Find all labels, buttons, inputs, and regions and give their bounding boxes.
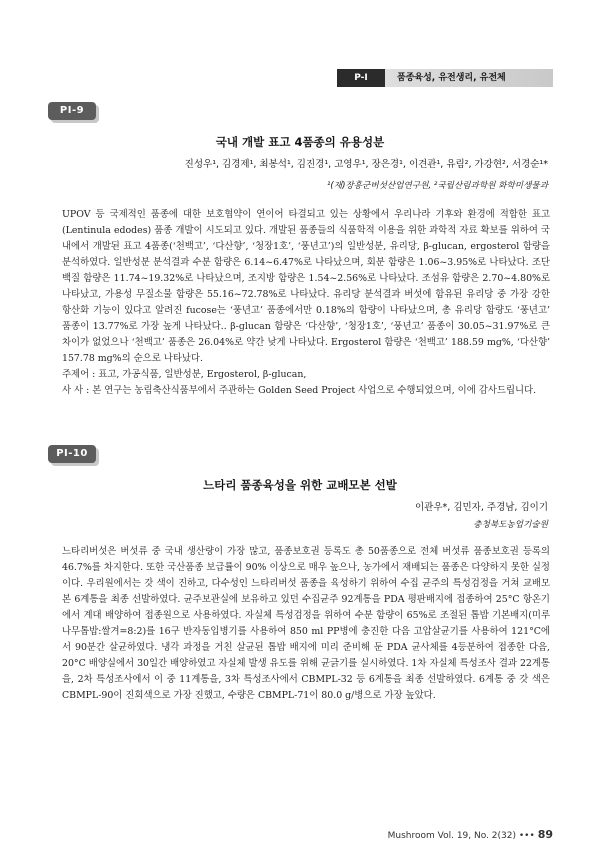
page-number: 89 <box>537 828 553 841</box>
abstract-title: 느타리 품종육성을 위한 교배모본 선발 <box>203 478 397 492</box>
abstract-affiliation: 충청북도농업기술원 <box>473 520 548 530</box>
abstract-paragraph: 느타리버섯은 버섯류 중 국내 생산량이 가장 많고, 품종보호권 등록도 총 50품종으로 전체 버섯류 품종보호권 등록의 46.7%를 차지한다. 또한 국산품종 보급률이 90% 이상으로 매우 높으나, 농가에서 재배되는 품종은 다양하지 못한 실정이다. 우리원에서는 갓 색이 진하고, 다수성인 느타리버섯 품종을 육성하기 위하여 수집 균주의 특성검정을 거쳐 교배모본 6계통을 최종 선발하였다. 균주보관실에 보유하고 있던 수집균주 92계통을 PDA 평판배지에 접종하여 25°C 항온기에서 계대 배양하여 접종원으로 사용하였다. 자실체 특성검정을 위하여 수분 함량이 65%로 조절된 톱밥 기본배지(미루나무톱밥:쌀겨=8:2)를 16구 반자동입병기를 사용하여 850 ml PP병에 충진한 다음 고압살균기를 사용하여 121°C에서 90분간 살균하였다. 냉각 과정을 거친 살균된 톱밥 배지에 미리 준비해 둔 PDA 균사체를 4등분하여 접종한 다음, 20°C 배양실에서 30일간 배양하였고 자실체 발생 유도를 위해 균긁기를 실시하였다. 1차 자실체 특성조사 결과 22계통을, 2차 특성조사에서 이 중 11계통을, 3차 특성조사에서 CBMPL-32 등 6계통을 최종 선발하였다. 6계통 중 갓 색은 CBMPL-90이 진회색으로 가장 진했고, 수량은 CBMPL-71이 80.0 g/병으로 가장 높았다. <box>62 546 550 701</box>
abstract-authors: 이관우*, 김민자, 주경남, 김이기 <box>415 502 548 513</box>
abstract-badge: PⅠ-10 <box>48 445 96 463</box>
abstract-keywords: 주제어 : 표고, 가공식품, 일반성분, Ergosterol, β-glucan, <box>62 369 307 380</box>
footer-dots: ••• <box>518 831 535 841</box>
section-code: P-Ⅰ <box>337 69 385 87</box>
abstract-title: 국내 개발 표고 4품종의 유용성분 <box>215 135 385 149</box>
abstract-acknowledgement: 사 사 : 본 연구는 농림축산식품부에서 주관하는 Golden Seed Project 사업으로 수행되었으며, 이에 감사드립니다. <box>62 385 537 396</box>
journal-citation: Mushroom Vol. 19, No. 2(32) <box>387 831 516 841</box>
abstract-paragraph: UPOV 등 국제적인 품종에 대한 보호협약이 연이어 타결되고 있는 상황에서 우리나라 기후와 환경에 적합한 표고(Lentinula edodes) 품종 개발이 시도되고 있다. 개발된 품종들의 식품학적 이용을 위한 과학적 자료 확보를 위하여 국내에서 개발된 표고 4품종(‘천백고’, ‘다산향’, ‘청장1호’, ‘풍년고’)의 일반성분, 유리당, β-glucan, ergosterol 함량을 분석하였다. 일반성분 분석결과 수분 함량은 6.14~6.47%로 나타났으며, 회분 함량은 1.06~3.95%로 나타났다. 조단백질 함량은 11.74~19.32%로 나타났으며, 조지방 함량은 1.54~2.56%로 나타났다. 조섬유 함량은 2.70~4.80%로 나타났고, 가용성 무질소물 함량은 55.16~72.78%로 나타났다. 유리당 분석결과 버섯에 함유된 유리당 중 가장 강한 항산화 기능이 있다고 알려진 fucose는 ‘풍년고’ 품종에서만 0.18%의 함량이 나타났으며, 총 유리당 함량도 ‘풍년고’ 품종이 13.77%로 가장 높게 나타났다.. β-glucan 함량은 ‘다산향’, ‘청장1호’, ‘풍년고’ 품종이 30.05~31.97%로 큰 차이가 없었으나 ‘천백고’ 품종은 26.04%로 약간 낮게 나타났다. Ergosterol 함량은 ‘천백고’ 188.59 mg%, ‘다산향’ 157.78 mg%의 순으로 나타났다. <box>62 209 550 364</box>
abstract-authors: 진성우¹, 김경제¹, 최봉석¹, 김진경¹, 고영우¹, 장은경¹, 이견관¹, 유림², 가강현², 서경순¹* <box>184 159 548 170</box>
abstract-affiliation: ¹(재)장흥군버섯산업연구원, ²국립산림과학원 화학미생물과 <box>326 181 548 191</box>
page-footer <box>0 828 553 841</box>
section-name: 품종육성, 유전생리, 유전체 <box>397 73 506 83</box>
abstract-badge: PⅠ-9 <box>48 102 96 120</box>
abstract-body <box>62 207 550 399</box>
abstract-body <box>62 544 550 704</box>
